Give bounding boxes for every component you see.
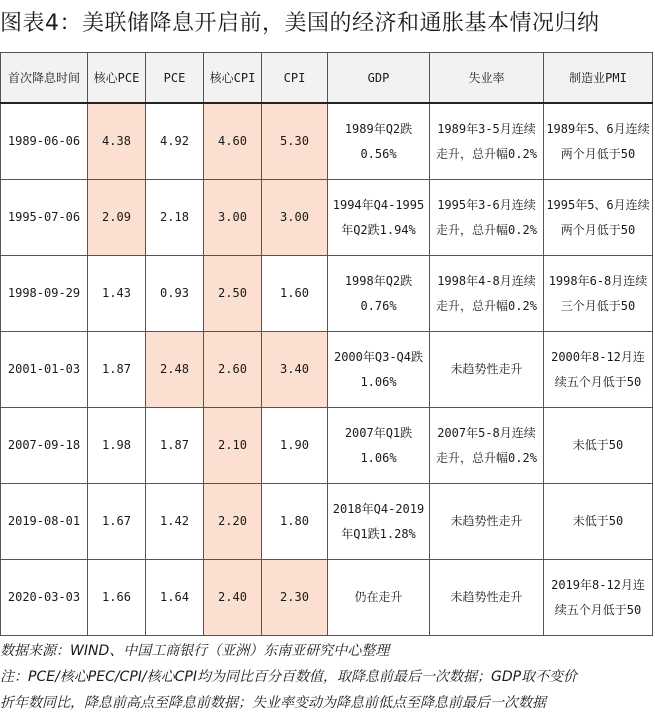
- table-row: [1, 560, 653, 636]
- cell-gdp: 2000年Q3-Q4跌1.06%: [328, 332, 430, 408]
- cell-cpi: 3.00: [262, 180, 328, 256]
- cell-pce: 1.42: [146, 484, 204, 560]
- cell-core-cpi: 4.60: [204, 103, 262, 180]
- cell-core-cpi: 2.20: [204, 484, 262, 560]
- col-header-cpi: CPI: [262, 53, 328, 104]
- cell-pce: 1.87: [146, 408, 204, 484]
- cell-unemployment: 未趋势性走升: [430, 484, 544, 560]
- cell-pmi: 2019年8-12月连续五个月低于50: [544, 560, 653, 636]
- cell-core-pce: 1.43: [88, 256, 146, 332]
- col-header-core-cpi: 核心CPI: [204, 53, 262, 104]
- cell-unemployment: 1989年3-5月连续走升，总升幅0.2%: [430, 103, 544, 180]
- cell-core-pce: 2.09: [88, 180, 146, 256]
- cell-core-pce: 1.87: [88, 332, 146, 408]
- cell-gdp: 2018年Q4-2019年Q1跌1.28%: [328, 484, 430, 560]
- cell-pmi: 未低于50: [544, 484, 653, 560]
- cell-cpi: 5.30: [262, 103, 328, 180]
- cell-gdp: 1989年Q2跌0.56%: [328, 103, 430, 180]
- cell-pce: 2.48: [146, 332, 204, 408]
- cell-cpi: 1.80: [262, 484, 328, 560]
- cell-core-cpi: 2.50: [204, 256, 262, 332]
- cell-pmi: 2000年8-12月连续五个月低于50: [544, 332, 653, 408]
- cell-unemployment: 2007年5-8月连续走升，总升幅0.2%: [430, 408, 544, 484]
- cell-date: 1989-06-06: [1, 103, 88, 180]
- cell-core-cpi: 3.00: [204, 180, 262, 256]
- cell-date: 2001-01-03: [1, 332, 88, 408]
- cell-core-cpi: 2.40: [204, 560, 262, 636]
- cell-unemployment: 未趋势性走升: [430, 332, 544, 408]
- cell-cpi: 1.60: [262, 256, 328, 332]
- cell-unemployment: 1995年3-6月连续走升，总升幅0.2%: [430, 180, 544, 256]
- cell-gdp: 仍在走升: [328, 560, 430, 636]
- economic-conditions-table: [0, 52, 653, 636]
- cell-unemployment: 未趋势性走升: [430, 560, 544, 636]
- cell-gdp: 2007年Q1跌1.06%: [328, 408, 430, 484]
- methodology-note-continued: 折年数同比，降息前高点至降息前数据；失业率变动为降息前低点至降息前最后一次数据: [0, 695, 546, 711]
- table-row: [1, 180, 653, 256]
- cell-date: 2019-08-01: [1, 484, 88, 560]
- cell-core-pce: 1.66: [88, 560, 146, 636]
- footnotes: [0, 638, 655, 716]
- cell-date: 2020-03-03: [1, 560, 88, 636]
- cell-date: 2007-09-18: [1, 408, 88, 484]
- cell-pce: 0.93: [146, 256, 204, 332]
- cell-unemployment: 1998年4-8月连续走升，总升幅0.2%: [430, 256, 544, 332]
- col-header-unemployment: 失业率: [430, 53, 544, 104]
- table-row: [1, 103, 653, 180]
- col-header-gdp: GDP: [328, 53, 430, 104]
- col-header-date: 首次降息时间: [1, 53, 88, 104]
- table-row: [1, 408, 653, 484]
- cell-pmi: 1998年6-8月连续三个月低于50: [544, 256, 653, 332]
- col-header-core-pce: 核心PCE: [88, 53, 146, 104]
- cell-core-pce: 1.67: [88, 484, 146, 560]
- table-header-row: [1, 53, 653, 104]
- cell-gdp: 1994年Q4-1995年Q2跌1.94%: [328, 180, 430, 256]
- col-header-pmi: 制造业PMI: [544, 53, 653, 104]
- table-row: [1, 484, 653, 560]
- cell-pmi: 未低于50: [544, 408, 653, 484]
- cell-date: 1995-07-06: [1, 180, 88, 256]
- table-row: [1, 256, 653, 332]
- cell-core-pce: 4.38: [88, 103, 146, 180]
- cell-core-cpi: 2.60: [204, 332, 262, 408]
- cell-date: 1998-09-29: [1, 256, 88, 332]
- table-row: [1, 332, 653, 408]
- cell-pmi: 1995年5、6月连续两个月低于50: [544, 180, 653, 256]
- cell-gdp: 1998年Q2跌0.76%: [328, 256, 430, 332]
- cell-cpi: 1.90: [262, 408, 328, 484]
- cell-pmi: 1989年5、6月连续两个月低于50: [544, 103, 653, 180]
- cell-cpi: 3.40: [262, 332, 328, 408]
- source-note: 数据来源：WIND、中国工商银行（亚洲）东南亚研究中心整理: [0, 643, 390, 659]
- col-header-pce: PCE: [146, 53, 204, 104]
- cell-core-cpi: 2.10: [204, 408, 262, 484]
- cell-cpi: 2.30: [262, 560, 328, 636]
- figure-title: 图表4：美联储降息开启前，美国的经济和通胀基本情况归纳: [0, 11, 600, 36]
- methodology-note: 注：PCE/核心PEC/CPI/核心CPI均为同比百分百数值，取降息前最后一次数据；GDP取不变价: [0, 669, 578, 685]
- cell-pce: 2.18: [146, 180, 204, 256]
- cell-core-pce: 1.98: [88, 408, 146, 484]
- cell-pce: 4.92: [146, 103, 204, 180]
- cell-pce: 1.64: [146, 560, 204, 636]
